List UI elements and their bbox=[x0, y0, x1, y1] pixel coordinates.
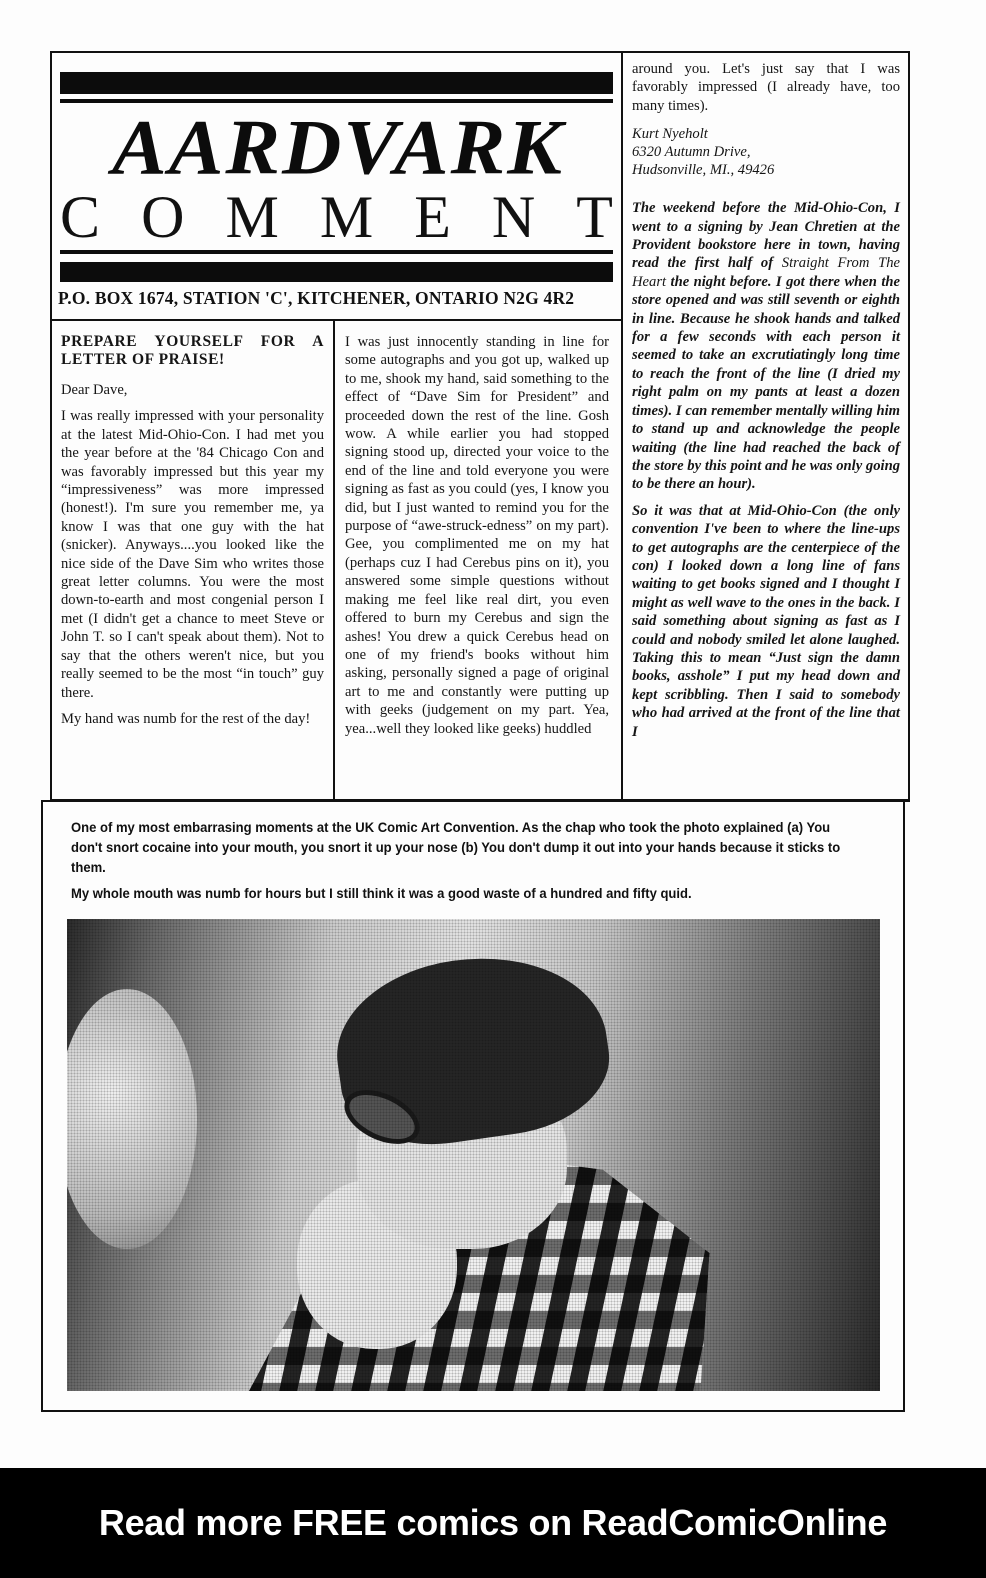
letter-paragraph: I was just innocently standing in line for some autographs and you got up, walked up to me, shook my hand, said something to the effect of “Dave Sim for President” and proceeded down the rest of the line. Gosh wow. A while earlier you had stopped signing stood up, directed your voice to the end of the line and told everyone you were signing as fast as you could (yes, I know you did, but I just wanted to remind you for the purpose of “awe-struck-edness” on my part). Gee, you complimented me on my hat (perhaps cuz I had Cerebus pins on it), you answered some simple questions without making me feel like real dirt, you even offered to burn my Cerebus and sign the ashes! You drew a quick Cerebus head on one of my friend's books without him asking, personally signed a page of original art to me and constantly were putting up with geeks (judgement on my part. Yea, yea...well they looked like geeks) huddled bbox=[345, 334, 609, 737]
photo-halftone-overlay bbox=[67, 919, 880, 1391]
comment-letter: M bbox=[225, 184, 279, 250]
comment-letter: M bbox=[319, 184, 374, 250]
masthead-rule-top bbox=[60, 99, 613, 103]
signature-name: Kurt Nyeholt bbox=[632, 126, 708, 143]
masthead-rule-bottom bbox=[60, 250, 613, 254]
letter-greeting: Dear Dave, bbox=[61, 382, 128, 398]
letter-headline: PREPARE YOURSELF FOR A LETTER OF PRAISE! bbox=[61, 333, 324, 368]
letter-column-1 bbox=[61, 333, 324, 736]
comment-letter: C bbox=[60, 184, 101, 250]
masthead-bar-top bbox=[60, 72, 613, 94]
comment-letter: T bbox=[576, 184, 613, 250]
halftone-photo bbox=[67, 919, 880, 1391]
letter-column-2 bbox=[345, 333, 609, 746]
reply-paragraph bbox=[632, 199, 900, 494]
editor-reply bbox=[632, 199, 900, 741]
letter-paragraph: My hand was numb for the rest of the day! bbox=[61, 710, 311, 727]
reply-text: the night before. I got there when the store opened and was still seventh or eighth in line. Because he shook hands and talked for a few seconds with each person it seemed to take an excrutiatingly long time to reach the front of the line (I dried my right palm on my pants at least a dozen times). I can remember mentally willing him to stand up and acknowledge the people waiting (the line had reached the back of the store by this point and he was only going to be there an hour). bbox=[632, 273, 900, 493]
comment-letter: O bbox=[141, 184, 185, 250]
comment-letter: N bbox=[491, 184, 536, 250]
masthead-title-comment bbox=[60, 184, 613, 250]
signature-street: 6320 Autumn Drive, bbox=[632, 144, 751, 161]
masthead-bar-bottom bbox=[60, 262, 613, 282]
caption-paragraph: My whole mouth was numb for hours but I still think it was a good waste of a hundred and fifty quid. bbox=[71, 886, 692, 901]
footer-banner-text[interactable]: Read more FREE comics on ReadComicOnline bbox=[98, 1502, 888, 1543]
footer-banner[interactable] bbox=[0, 1468, 986, 1578]
book-title: Straight From The Heart bbox=[632, 255, 900, 290]
reply-paragraph: So it was that at Mid-Ohio-Con (the only convention I've been to where the line-ups to get autographs are the centerpiece of the con) I looked down a long line of fans waiting to get books signed and I thought I might as well wave to the ones in the back. I said something about signing as fast as I could and nobody smiled let alone laughed. Taking this to mean “Just sign the damn books, asshole” I put my head down and kept scribbling. Then I said to somebody who had arrived at the front of the line that I bbox=[632, 502, 900, 740]
letter-paragraph-continued: around you. Let's just say that I was favorably impressed (I already have, too many times). bbox=[632, 61, 900, 114]
caption-paragraph: One of my most embarrasing moments at the UK Comic Art Convention. As the chap who took the photo explained (a) You don't snort cocaine into your mouth, you snort it up your nose (b) You don't dump it out into your hands because it sticks to them. bbox=[71, 820, 841, 875]
mailing-address: P.O. BOX 1674, STATION 'C', KITCHENER, ONTARIO N2G 4R2 bbox=[58, 288, 575, 308]
signature-city: Hudsonville, MI., 49426 bbox=[632, 162, 775, 179]
column-divider-right bbox=[621, 53, 623, 800]
photo-caption bbox=[71, 818, 849, 910]
masthead bbox=[50, 51, 623, 319]
column-divider-middle bbox=[333, 320, 335, 800]
masthead-divider bbox=[50, 319, 622, 321]
reply-text: The weekend before the Mid-Ohio-Con, I went to a signing by Jean Chretien at the Provident bookstore here in town, having read the first half of bbox=[632, 200, 900, 272]
letter-signature bbox=[632, 125, 900, 179]
letter-column-3 bbox=[632, 60, 900, 749]
letter-paragraph: I was really impressed with your personality at the latest Mid-Ohio-Con. I had met you the year before at the '84 Chicago Con and was favorably impressed but this year my “impressiveness” was more impressed (honest!). I'm sure you remember me, ya know I was that one guy with the hat (snicker). Anyways....you looked like the nice side of the Dave Sim who writes those great letter columns. You were the most down-to-earth and most congenial person I met (I didn't get a chance to meet Steve or John T. so I can't speak about them). Not to say that the others weren't nice, but you really seemed to be the most “in touch” guy there. bbox=[61, 408, 324, 701]
masthead-title-aardvark: AARDVARK bbox=[112, 104, 564, 191]
comment-letter: E bbox=[414, 184, 451, 250]
